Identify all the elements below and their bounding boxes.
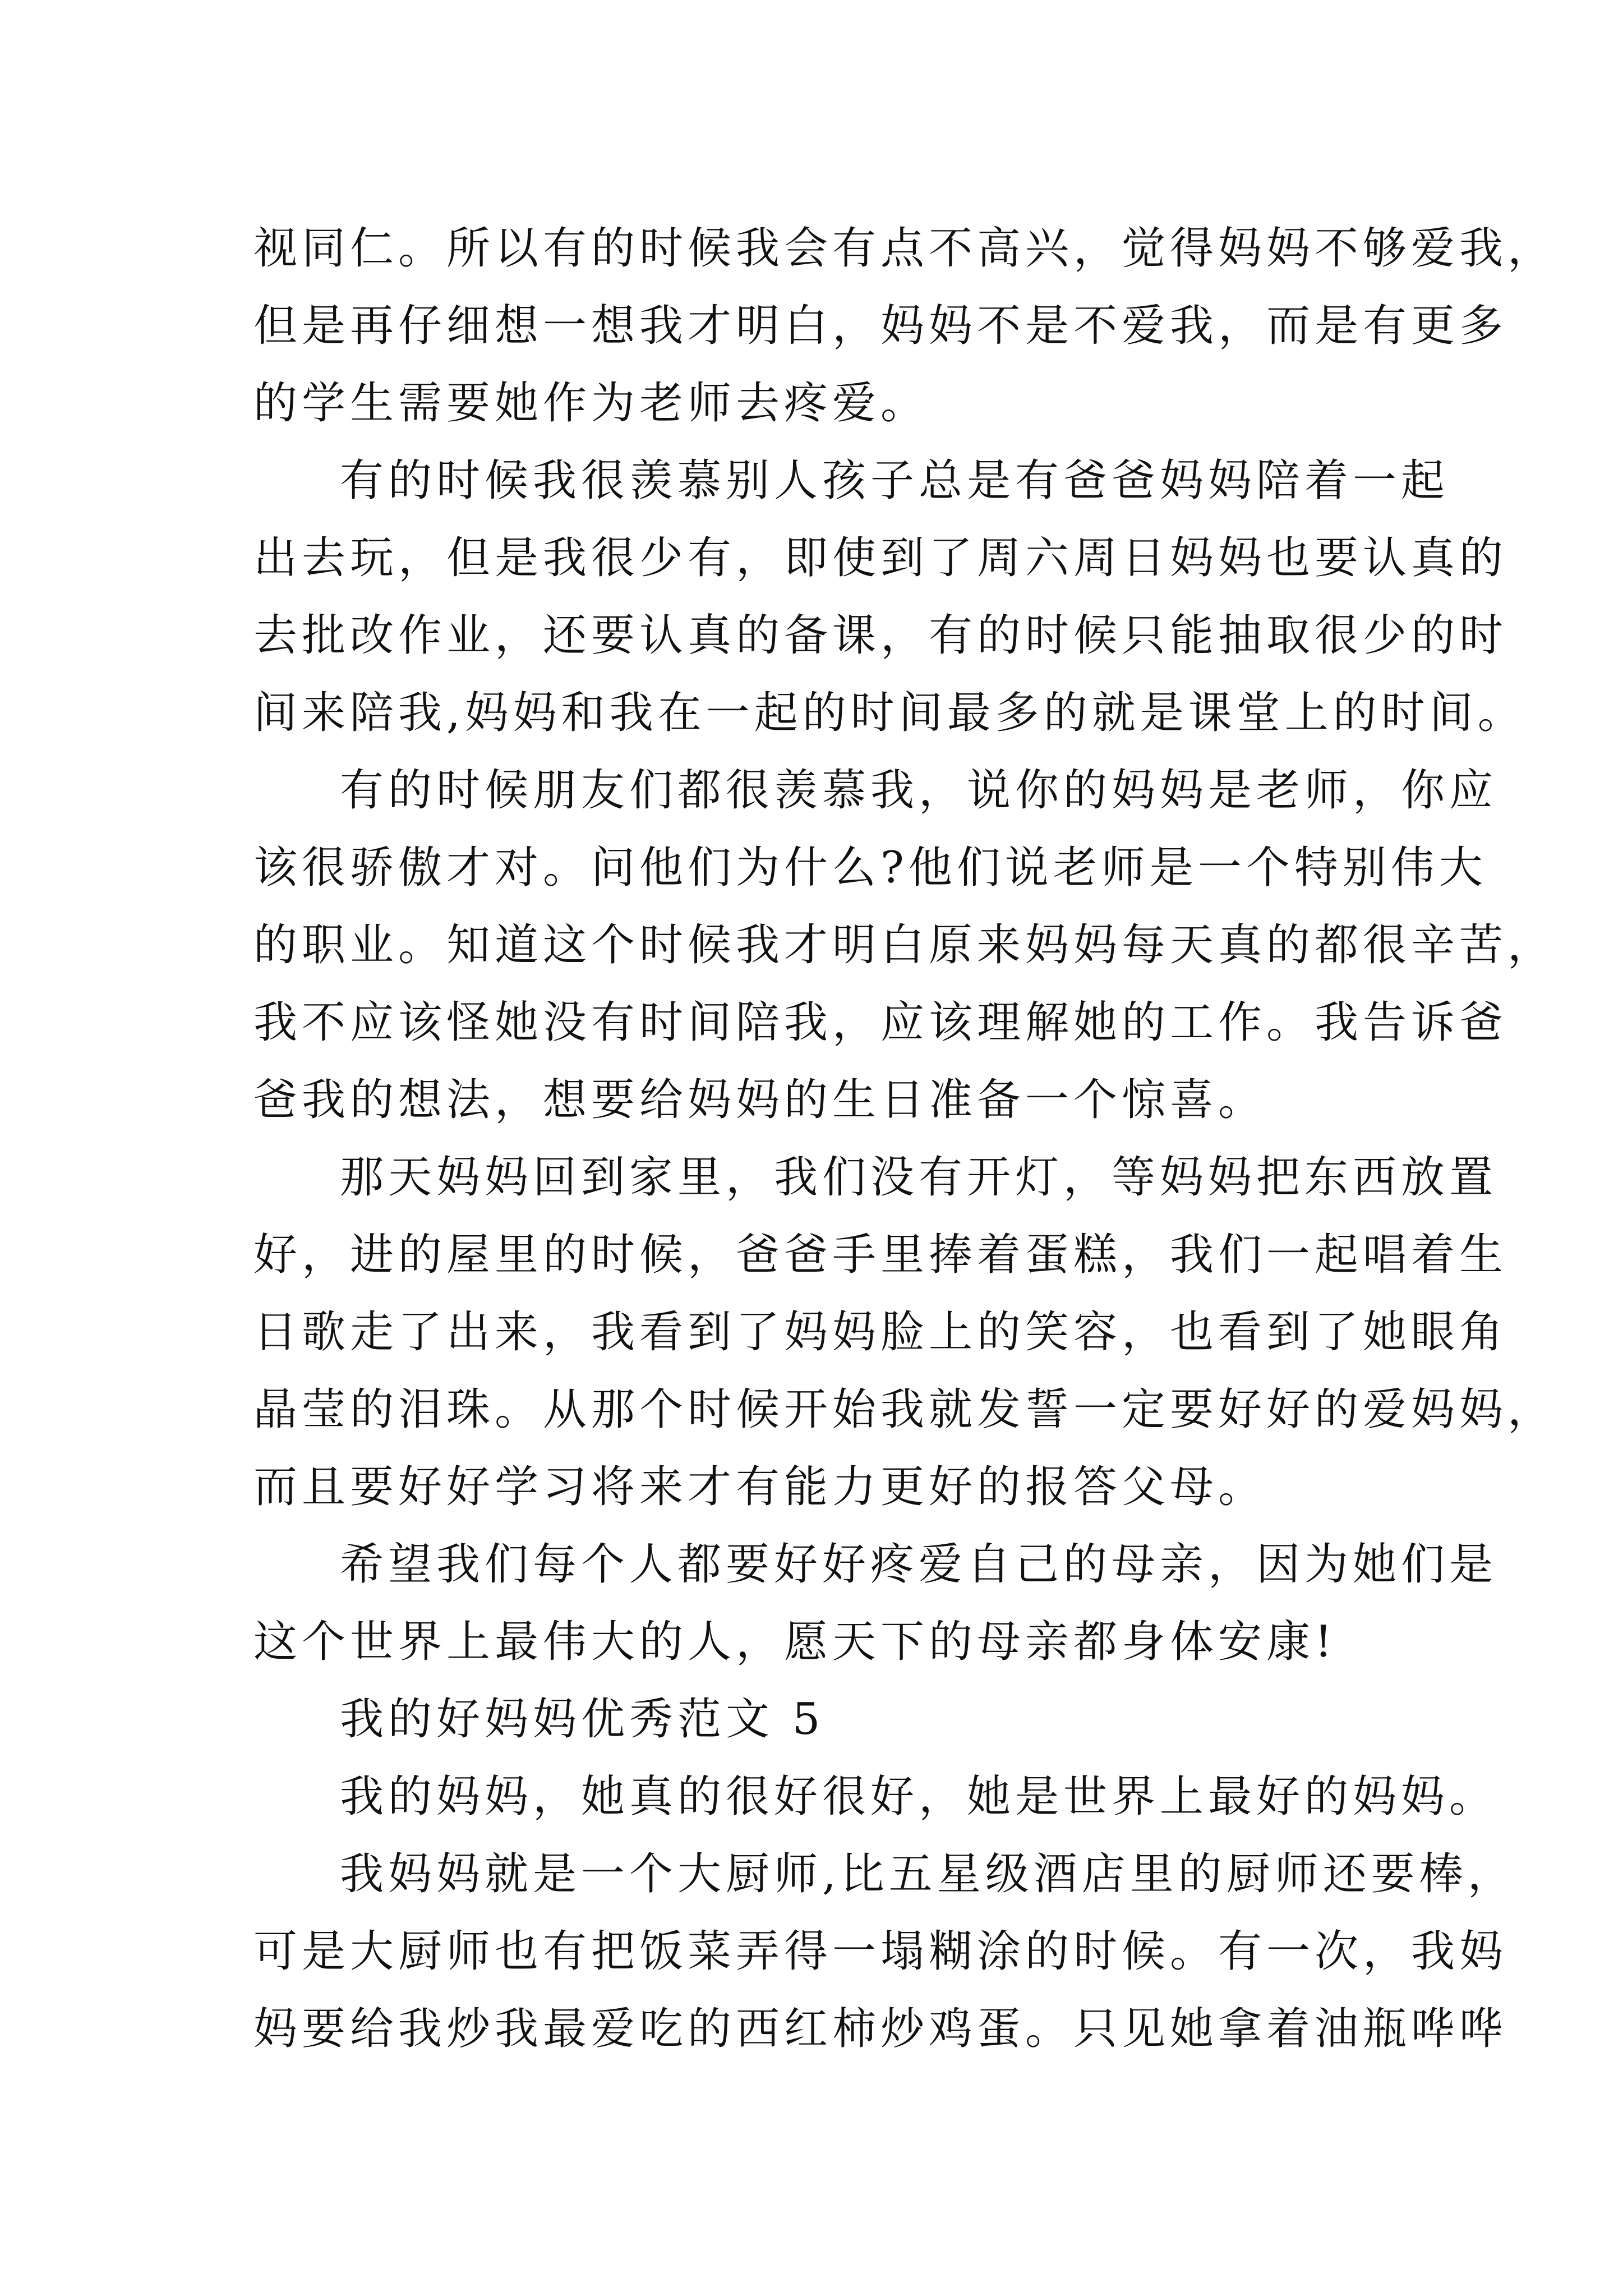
text-line: 日歌走了出来，我看到了妈妈脸上的笑容，也看到了她眼角: [253, 1307, 1508, 1358]
text-line: 妈要给我炒我最爱吃的西红柿炒鸡蛋。只见她拿着油瓶哗哗: [253, 2004, 1508, 2054]
section-heading: 我的好妈妈优秀范文 5: [340, 1694, 825, 1745]
text-line: 的学生需要她作为老师去疼爱。: [253, 378, 929, 429]
text-line: 出去玩，但是我很少有，即使到了周六周日妈妈也要认真的: [253, 533, 1508, 583]
text-line: 有的时候朋友们都很羡慕我，说你的妈妈是老师，你应: [340, 765, 1498, 816]
text-line: 好，进的屋里的时候，爸爸手里捧着蛋糕，我们一起唱着生: [253, 1230, 1508, 1280]
text-line: 视同仁。所以有的时候我会有点不高兴，觉得妈妈不够爱我，: [253, 223, 1556, 274]
text-line: 有的时候我很羡慕别人孩子总是有爸爸妈妈陪着一起: [340, 455, 1450, 506]
text-line: 我妈妈就是一个大厨师,比五星级酒店里的厨师还要棒，: [340, 1849, 1516, 1899]
text-line: 去批改作业，还要认真的备课，有的时候只能抽取很少的时: [253, 610, 1508, 661]
text-line: 我不应该怪她没有时间陪我，应该理解她的工作。我告诉爸: [253, 997, 1508, 1048]
text-line: 爸我的想法，想要给妈妈的生日准备一个惊喜。: [253, 1075, 1267, 1125]
text-line: 该很骄傲才对。问他们为什么?他们说老师是一个特别伟大: [253, 843, 1487, 893]
text-line: 我的妈妈，她真的很好很好，她是世界上最好的妈妈。: [340, 1772, 1498, 1822]
text-line: 这个世界上最伟大的人，愿天下的母亲都身体安康!: [253, 1617, 1337, 1667]
text-line: 而且要好好学习将来才有能力更好的报答父母。: [253, 1462, 1267, 1512]
text-line: 的职业。知道这个时候我才明白原来妈妈每天真的都很辛苦，: [253, 920, 1556, 970]
text-line: 那天妈妈回到家里，我们没有开灯，等妈妈把东西放置: [340, 1152, 1498, 1203]
text-line: 间来陪我,妈妈和我在一起的时间最多的就是课堂上的时间。: [253, 688, 1526, 738]
text-line: 晶莹的泪珠。从那个时候开始我就发誓一定要好好的爱妈妈，: [253, 1384, 1556, 1435]
text-line: 可是大厨师也有把饭菜弄得一塌糊涂的时候。有一次，我妈: [253, 1926, 1508, 1977]
text-line: 希望我们每个人都要好好疼爱自己的母亲，因为她们是: [340, 1539, 1498, 1590]
text-line: 但是再仔细想一想我才明白，妈妈不是不爱我，而是有更多: [253, 301, 1508, 351]
